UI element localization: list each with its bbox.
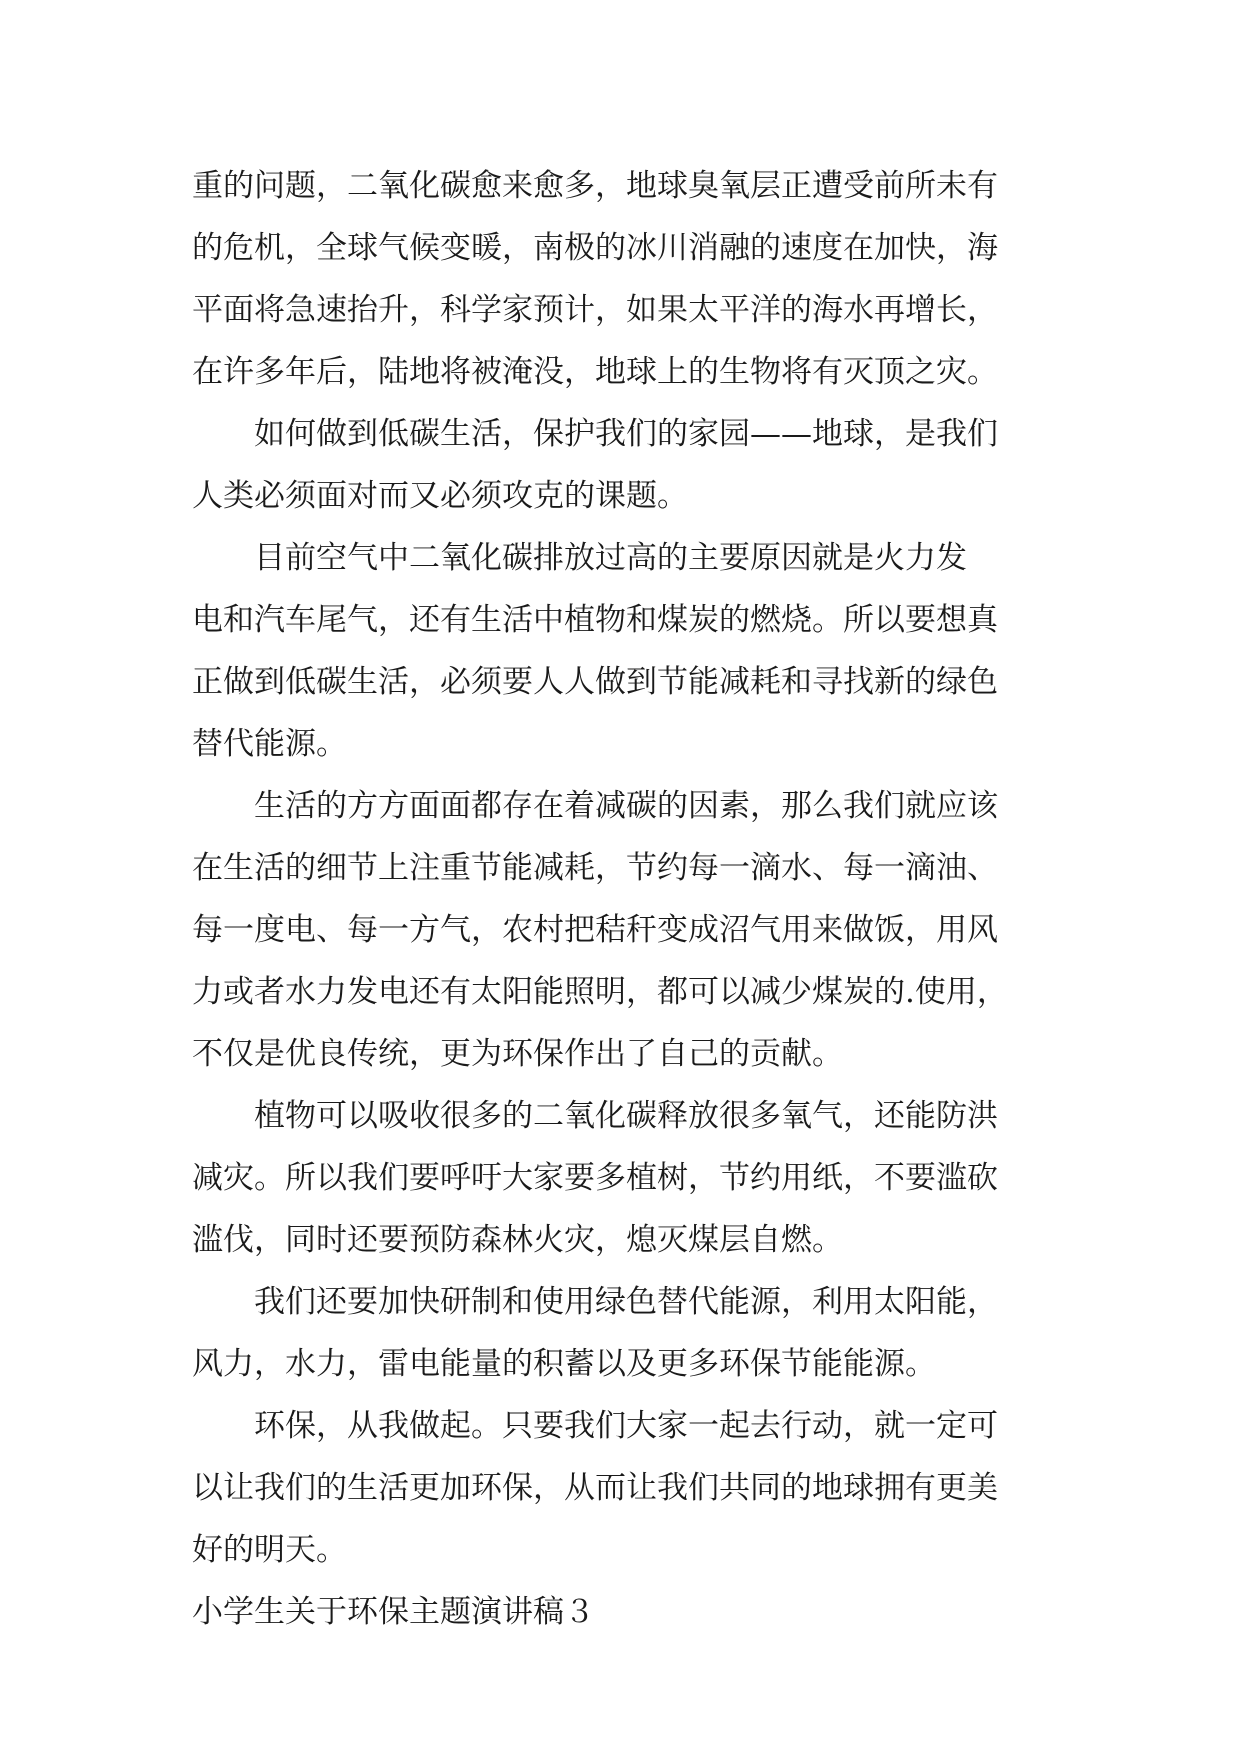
paragraph-6-line-1: 我们还要加快研制和使用绿色替代能源，利用太阳能， [254,1284,998,1320]
paragraph-4-line-1: 生活的方方面面都存在着减碳的因素，那么我们就应该 [254,788,998,824]
paragraph-1-line-2: 的危机，全球气候变暖，南极的冰川消融的速度在加快，海 [192,230,998,266]
paragraph-5-line-2: 减灾。所以我们要呼吁大家要多植树，节约用纸，不要滥砍 [192,1160,998,1196]
paragraph-1-line-4: 在许多年后，陆地将被淹没，地球上的生物将有灭顶之灾。 [192,354,998,390]
paragraph-7-line-1: 环保，从我做起。只要我们大家一起去行动，就一定可 [254,1408,998,1444]
paragraph-3-line-4: 替代能源。 [192,726,347,762]
paragraph-7-line-2: 以让我们的生活更加环保，从而让我们共同的地球拥有更美 [192,1470,998,1506]
paragraph-3-line-1: 目前空气中二氧化碳排放过高的主要原因就是火力发 [254,540,967,576]
paragraph-2-line-2: 人类必须面对而又必须攻克的课题。 [192,478,688,514]
paragraph-4-line-3: 每一度电、每一方气，农村把秸秆变成沼气用来做饭，用风 [192,912,998,948]
paragraph-1-line-1: 重的问题，二氧化碳愈来愈多，地球臭氧层正遭受前所未有 [192,168,998,204]
paragraph-4-line-2: 在生活的细节上注重节能减耗，节约每一滴水、每一滴油、 [192,850,998,886]
paragraph-1-line-3: 平面将急速抬升，科学家预计，如果太平洋的海水再增长， [192,292,998,328]
paragraph-2-line-1: 如何做到低碳生活，保护我们的家园——地球，是我们 [254,416,998,452]
paragraph-5-line-3: 滥伐，同时还要预防森林火灾，熄灭煤层自燃。 [192,1222,843,1258]
paragraph-5-line-1: 植物可以吸收很多的二氧化碳释放很多氧气，还能防洪 [254,1098,998,1134]
paragraph-6-line-2: 风力，水力，雷电能量的积蓄以及更多环保节能能源。 [192,1346,936,1382]
paragraph-3-line-3: 正做到低碳生活，必须要人人做到节能减耗和寻找新的绿色 [192,664,998,700]
section-heading: 小学生关于环保主题演讲稿３ [192,1594,595,1630]
paragraph-7-line-3: 好的明天。 [192,1532,347,1568]
paragraph-3-line-2: 电和汽车尾气，还有生活中植物和煤炭的燃烧。所以要想真 [192,602,998,638]
paragraph-4-line-4: 力或者水力发电还有太阳能照明，都可以减少煤炭的.使用， [192,974,1008,1010]
paragraph-4-line-5: 不仅是优良传统，更为环保作出了自己的贡献。 [192,1036,843,1072]
